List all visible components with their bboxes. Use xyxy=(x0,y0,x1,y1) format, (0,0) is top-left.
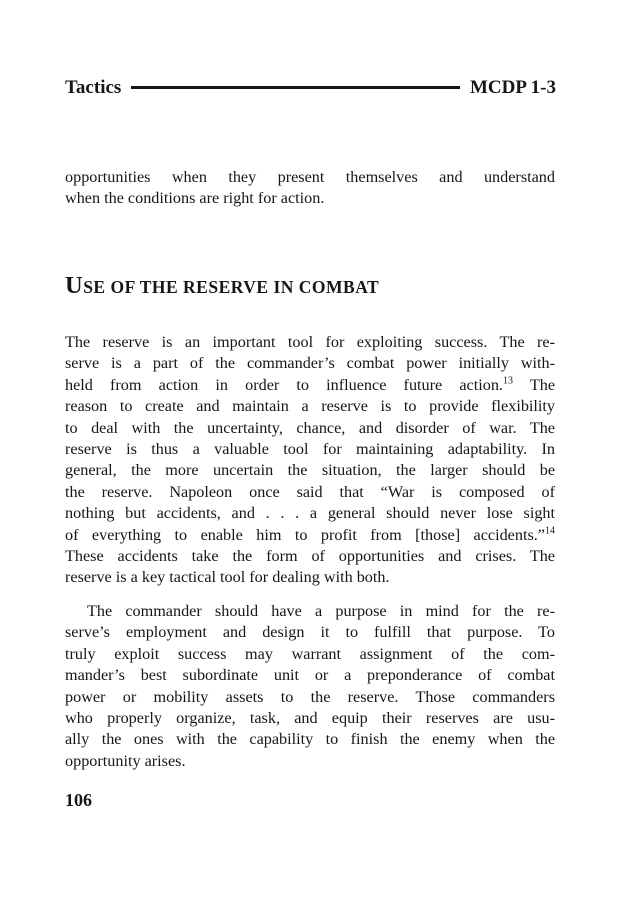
text-line: of everything to enable him to profit from [those] accidents.”$^{14}$ xyxy=(65,525,555,544)
paragraph-intro-continuation xyxy=(65,167,555,210)
text-line: reserve is thus a valuable tool for maintaining adaptability. In xyxy=(65,440,555,459)
text-line: serve is a part of the commander’s combat power initially with- xyxy=(65,354,555,373)
text-line: reason to create and maintain a reserve is to provide flexibility xyxy=(65,397,555,416)
text-line: nothing but accidents, and . . . a general should never lose sight xyxy=(65,504,555,523)
running-header xyxy=(65,76,556,99)
text-line: general, the more uncertain the situation, the larger should be xyxy=(65,461,555,480)
footnote-reference: 13 xyxy=(502,375,513,387)
section-heading: USE OF THE RESERVE IN COMBAT xyxy=(65,272,380,299)
text-line: the reserve. Napoleon once said that “War is composed of xyxy=(65,482,555,501)
text-line: reserve is a key tactical tool for dealing with both. xyxy=(65,568,390,587)
text-line: truly exploit success may warrant assignment of the com- xyxy=(65,644,555,663)
text-line: when the conditions are right for action. xyxy=(65,189,325,208)
text-line: The reserve is an important tool for exploiting success. The re- xyxy=(65,333,555,351)
paragraph-reserve-importance xyxy=(65,332,555,589)
text-line: opportunity arises. xyxy=(65,751,186,770)
text-line: mander’s best subordinate unit or a preponderance of combat xyxy=(65,666,555,685)
text-line: serve’s employment and design it to fulfill that purpose. To xyxy=(65,623,555,642)
text-line: power or mobility assets to the reserve. Those commanders xyxy=(65,687,555,706)
paragraph-commander-purpose xyxy=(65,601,555,772)
header-rule xyxy=(131,86,460,89)
footnote-reference: 14 xyxy=(545,525,555,537)
text-line: who properly organize, task, and equip their reserves are usu- xyxy=(65,709,555,728)
text-line: The commander should have a purpose in mind for the re- xyxy=(87,602,555,620)
text-line: to deal with the uncertainty, chance, and disorder of war. The xyxy=(65,418,555,437)
text-line: ally the ones with the capability to finish the enemy when the xyxy=(65,730,555,749)
text-line: opportunities when they present themselves and understand xyxy=(65,168,555,186)
header-left-title: Tactics xyxy=(65,77,122,98)
page-number: 106 xyxy=(65,790,92,810)
text-line: These accidents take the form of opportunities and crises. The xyxy=(65,547,555,566)
header-right-title: MCDP 1-3 xyxy=(469,77,556,98)
text-line: held from action in order to influence future action.$^{13}$ The xyxy=(65,375,556,394)
